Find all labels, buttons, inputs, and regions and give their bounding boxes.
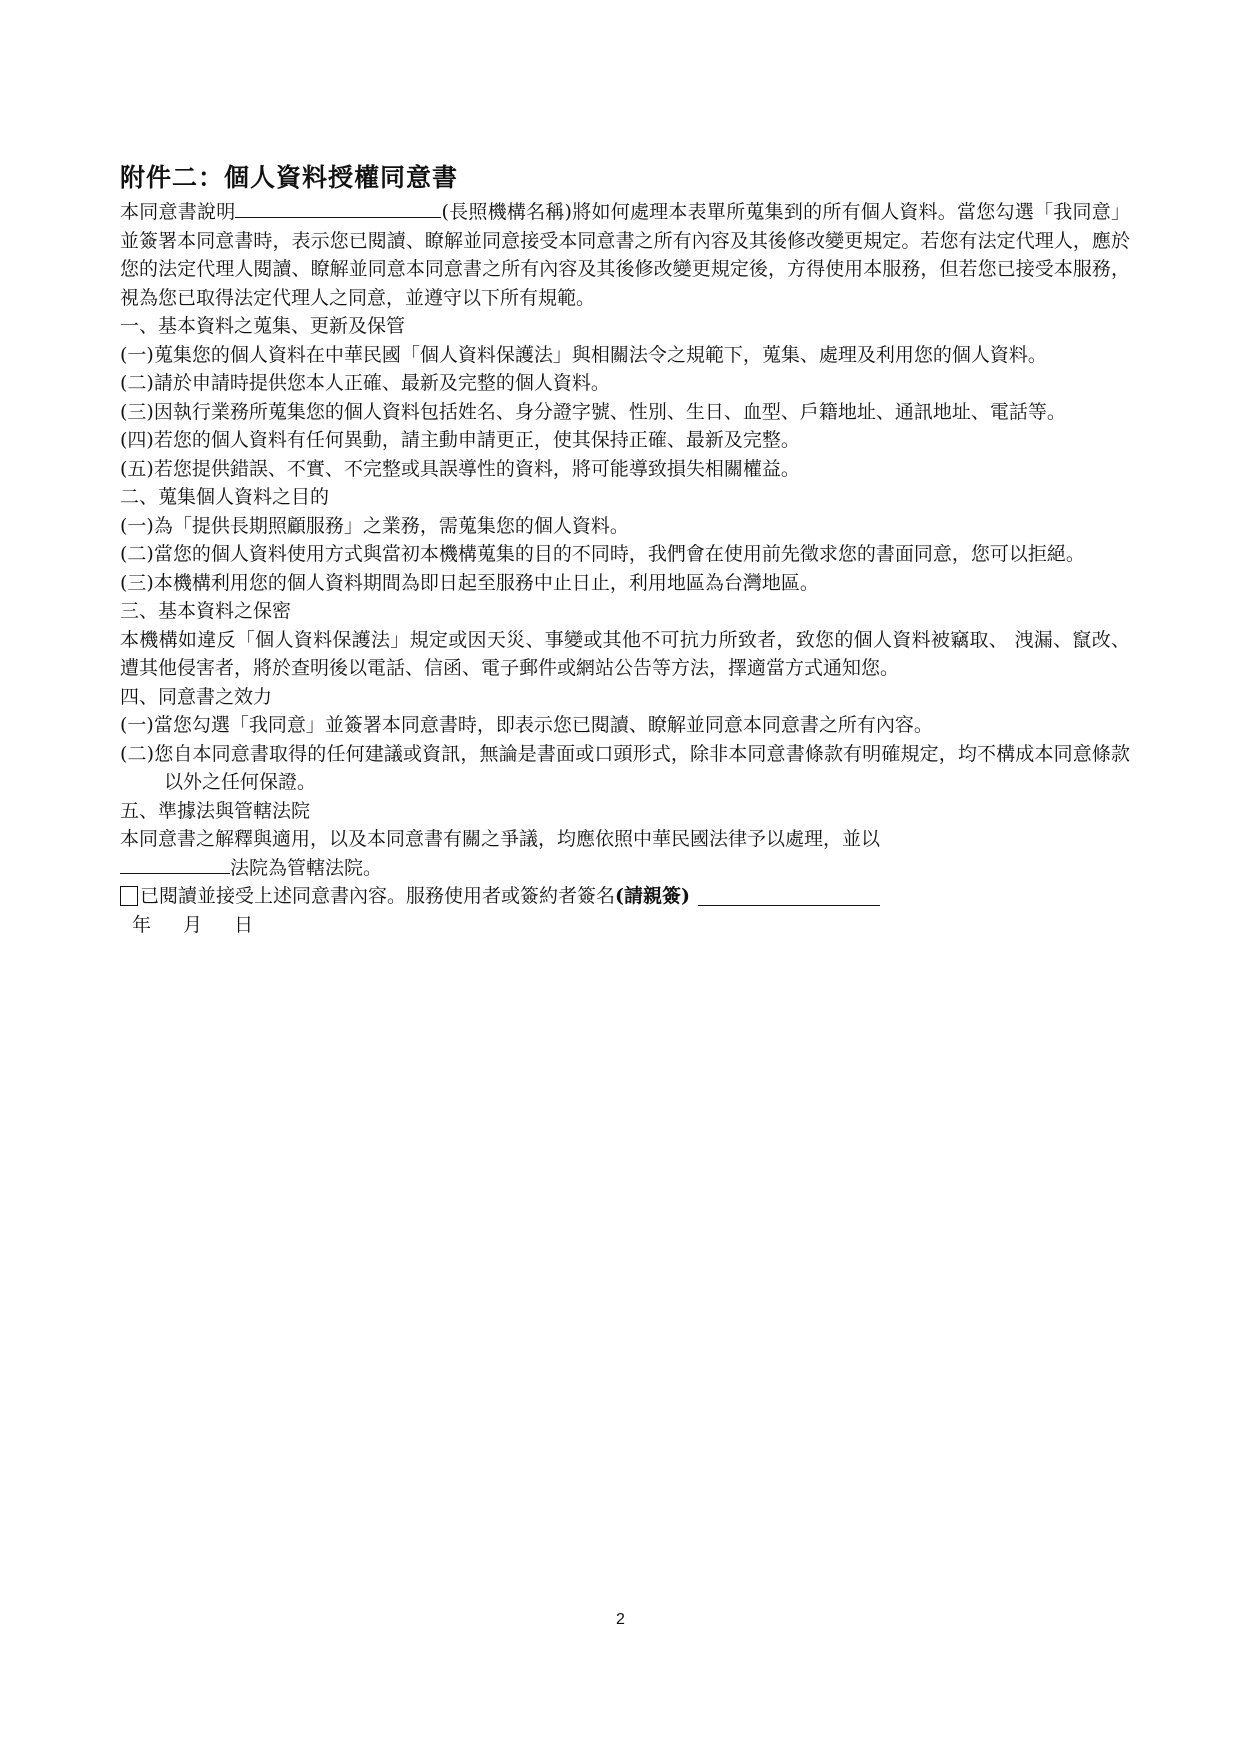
sign-in-person-label: (請親簽) (615, 885, 690, 907)
section-1-item: (三)因執行業務所蒐集您的個人資料包括姓名、身分證字號、性別、生日、血型、戶籍地址、通訊地址、電話等。 (120, 400, 1066, 423)
date-month: 月 (183, 913, 203, 936)
section-2-item: (三)本機構利用您的個人資料期間為即日起至服務中止日止，利用地區為台灣地區。 (120, 571, 819, 594)
section-5-heading: 五、準據法與管轄法院 (120, 799, 311, 822)
section-5-body-text-2: 法院為管轄法院。 (230, 856, 383, 879)
intro-paragraph (120, 198, 1130, 312)
section-2-item: (一)為「提供長期照顧服務」之業務，需蒐集您的個人資料。 (120, 514, 629, 537)
section-1-item: (五)若您提供錯誤、不實、不完整或具誤導性的資料，將可能導致損失相關權益。 (120, 457, 800, 480)
section-2-heading: 二、蒐集個人資料之目的 (120, 486, 330, 508)
agreement-line (120, 882, 1130, 911)
section-2-item: (二)當您的個人資料使用方式與當初本機構蒐集的目的不同時，我們會在使用前先徵求您的書面同意，您可以拒絕。 (120, 543, 1085, 565)
section-4-item: (二)您自本同意書取得的任何建議或資訊，無論是書面或口頭形式，除非本同意書條款有明確規定，均不構成本同意條款以外之任何保證。 (120, 742, 1130, 793)
section-1-item: (一)蒐集您的個人資料在中華民國「個人資料保護法」與相關法令之規範下，蒐集、處理及利用您的個人資料。 (120, 343, 1047, 366)
intro-text-1: 本同意書說明 (120, 201, 236, 223)
section-3-heading: 三、基本資料之保密 (120, 600, 292, 622)
agree-checkbox[interactable] (120, 886, 138, 906)
section-3-body: 本機構如違反「個人資料保護法」規定或因天災、事變或其他不可抗力所致者，致您的個人資料被竊取、 洩漏、竄改、遭其他侵害者，將於查明後以電話、信函、電子郵件或網站公告等方法，擇適當方式通知您。 (120, 628, 1130, 679)
court-name-blank[interactable] (120, 855, 230, 874)
date-day: 日 (234, 913, 254, 936)
section-4-item: (一)當您勾選「我同意」並簽署本同意書時，即表示您已閱讀、瞭解並同意本同意書之所有內容。 (120, 714, 933, 736)
date-year: 年 (132, 913, 152, 936)
section-5-body-text: 本同意書之解釋與適用，以及本同意書有關之爭議，均應依照中華民國法律予以處理，並以 (120, 828, 881, 850)
document-title: 附件二：個人資料授權同意書 (120, 163, 459, 192)
institution-name-blank[interactable] (235, 199, 441, 218)
section-1-item: (四)若您的個人資料有任何異動，請主動申請更正，使其保持正確、最新及完整。 (120, 429, 800, 451)
agree-text: 已閱讀並接受上述同意書內容。服務使用者或簽約者簽名 (140, 885, 616, 907)
section-1-item: (二)請於申請時提供您本人正確、最新及完整的個人資料。 (120, 372, 610, 394)
section-4-heading: 四、同意書之效力 (120, 685, 273, 708)
date-line (120, 911, 1130, 940)
section-5-body (120, 825, 1130, 882)
page-number: 2 (616, 1611, 625, 1628)
section-1-heading: 一、基本資料之蒐集、更新及保管 (120, 315, 406, 337)
document-page (120, 160, 1130, 939)
intro-text-2: (長照機構名稱)將如何處理本表單所蒐集到的所有個人資料。當您勾選「我同意」並簽署本同意書時，表示您已閱讀、瞭解並同意接受本同意書之所有內容及其後修改變更規定。若您有法定代理人，應於您的法定代理人閱讀、瞭解並同意本同意書之所有內容及其後修改變更規定後，方得使用本服務，但若您已接受本服務，視為您已取得法定代理人之同意，並遵守以下所有規範。 (120, 201, 1130, 309)
signature-blank[interactable] (698, 887, 880, 906)
